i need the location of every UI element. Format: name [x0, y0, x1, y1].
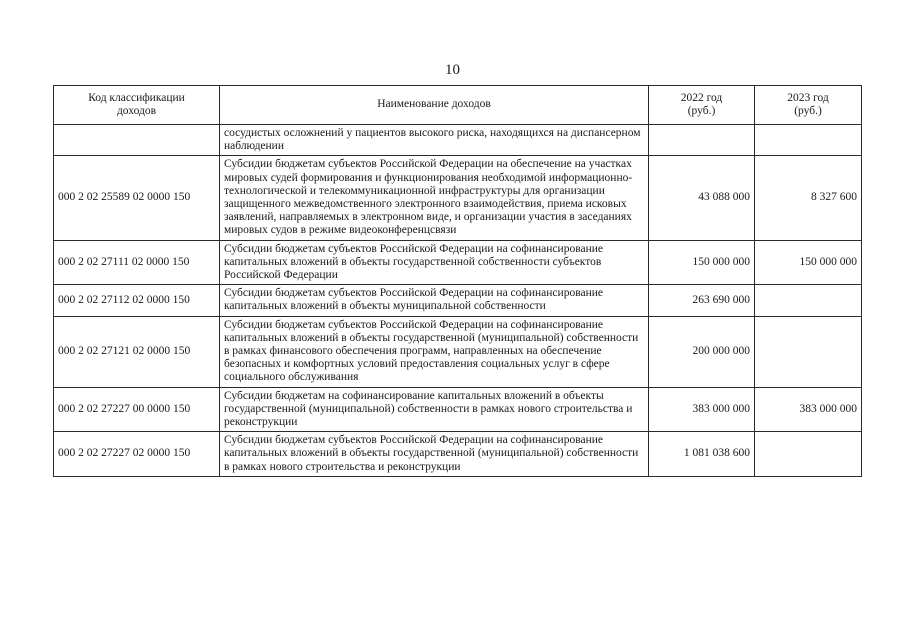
table-row — [54, 240, 862, 285]
row-code: 000 2 02 27121 02 0000 150 — [54, 316, 220, 387]
row-amount-2023: 383 000 000 — [755, 387, 862, 432]
row-amount-2022 — [649, 125, 755, 156]
table-row — [54, 387, 862, 432]
header-2023-line-1: 2023 год — [787, 91, 829, 104]
header-code — [54, 86, 220, 125]
page-number: 10 — [445, 62, 460, 78]
row-name: Субсидии бюджетам на софинансирование капитальных вложений в объекты государственной (муниципальной) собственности в рамках нового строительства и реконструкции — [220, 387, 649, 432]
row-code: 000 2 02 27112 02 0000 150 — [54, 285, 220, 316]
row-amount-2023: 8 327 600 — [755, 156, 862, 240]
row-amount-2022: 150 000 000 — [649, 240, 755, 285]
row-amount-2022: 263 690 000 — [649, 285, 755, 316]
row-amount-2022: 383 000 000 — [649, 387, 755, 432]
row-code: 000 2 02 27227 02 0000 150 — [54, 432, 220, 477]
table-row — [54, 316, 862, 387]
row-code: 000 2 02 27111 02 0000 150 — [54, 240, 220, 285]
row-name: Субсидии бюджетам субъектов Российской Федерации на софинансирование капитальных вложений в объекты государственной собственности субъектов Российской Федерации — [220, 240, 649, 285]
table-row — [54, 125, 862, 156]
row-amount-2022: 200 000 000 — [649, 316, 755, 387]
row-name: Субсидии бюджетам субъектов Российской Федерации на софинансирование капитальных вложений в объекты государственной (муниципальной) собственности в рамках нового строительства и реконструкции — [220, 432, 649, 477]
header-code-line-2: доходов — [116, 105, 157, 117]
row-amount-2023: 150 000 000 — [755, 240, 862, 285]
income-table — [53, 85, 862, 477]
row-name: Субсидии бюджетам субъектов Российской Федерации на софинансирование капитальных вложений в объекты муниципальной собственности — [220, 285, 649, 316]
row-code — [54, 125, 220, 156]
table-row — [54, 156, 862, 240]
row-amount-2022: 43 088 000 — [649, 156, 755, 240]
row-code: 000 2 02 25589 02 0000 150 — [54, 156, 220, 240]
table-row — [54, 285, 862, 316]
header-code-line-1: Код классификации — [88, 91, 185, 104]
header-name: Наименование доходов — [220, 86, 649, 125]
table-header-row — [54, 86, 862, 125]
row-amount-2023 — [755, 125, 862, 156]
header-2022-line-2: (руб.) — [687, 105, 716, 117]
header-2022-line-1: 2022 год — [680, 91, 723, 104]
row-code: 000 2 02 27227 00 0000 150 — [54, 387, 220, 432]
row-amount-2023 — [755, 316, 862, 387]
row-name: Субсидии бюджетам субъектов Российской Федерации на софинансирование капитальных вложений в объекты государственной (муниципальной) собственности в рамках финансового обеспечения программ, направленных на обеспечение безопасных и комфортных условий предоставления социальных услуг в сфере социального обслуживания — [220, 316, 649, 387]
header-2023 — [755, 86, 862, 125]
row-amount-2023 — [755, 432, 862, 477]
row-amount-2023 — [755, 285, 862, 316]
row-name: Субсидии бюджетам субъектов Российской Федерации на обеспечение на участках мировых судей формирования и функционирования необходимой информационно-технологической и телекоммуникационной инфраструктуры для организации защищенного межведомственного электронного взаимодействия, приема исковых заявлений, направляемых в электронном виде, и организации участия в заседаниях мировых судов в режиме видеоконференцсвязи — [220, 156, 649, 240]
table-row — [54, 432, 862, 477]
header-2022 — [649, 86, 755, 125]
row-amount-2022: 1 081 038 600 — [649, 432, 755, 477]
header-2023-line-2: (руб.) — [794, 105, 822, 117]
row-name: сосудистых осложнений у пациентов высокого риска, находящихся на диспансерном наблюдении — [220, 125, 649, 156]
